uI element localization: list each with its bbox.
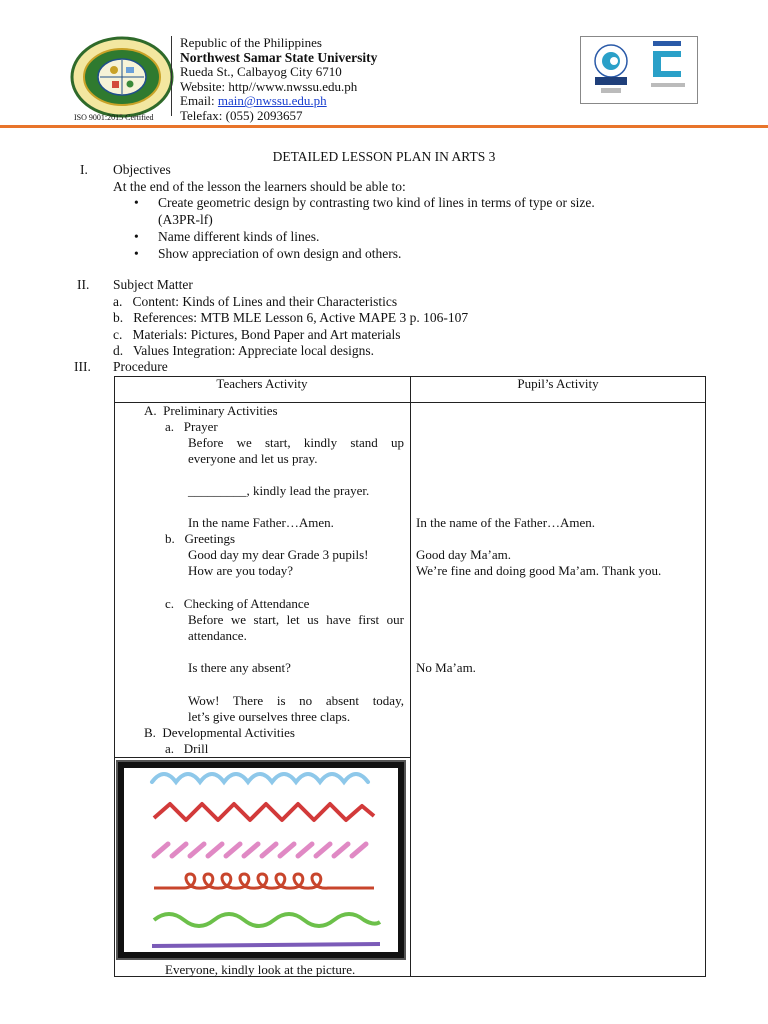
greeting-line-2: How are you today?	[188, 563, 294, 578]
lesson-title: DETAILED LESSON PLAN IN ARTS 3	[272, 149, 496, 164]
section-number-iii: III.	[74, 359, 91, 374]
objective-2: • Name different kinds of lines.	[158, 229, 319, 245]
header-rule	[0, 125, 768, 128]
certification-badges	[580, 36, 698, 104]
look-at-picture: Everyone, kindly look at the picture.	[165, 962, 356, 977]
subject-heading: Subject Matter	[113, 277, 193, 292]
university-header	[180, 36, 377, 124]
absent-question: Is there any absent?	[188, 660, 291, 675]
loop-line	[154, 874, 374, 888]
objective-1-code: (A3PR-lf)	[158, 212, 213, 227]
university-seal	[70, 36, 174, 118]
developmental-activities: B. Developmental Activities	[144, 725, 295, 740]
pupil-greeting-1: Good day Ma’am.	[416, 547, 511, 562]
subject-item-d: d. Values Integration: Appreciate local designs.	[113, 343, 375, 358]
objectives-intro: At the end of the lesson the learners should be able to:	[113, 179, 406, 194]
country-line: Republic of the Philippines	[180, 35, 322, 50]
no-absent-line-1: Wow! There is no absent today,	[188, 693, 404, 708]
pupil-no-absent: No Ma’am.	[416, 660, 476, 675]
subject-item-c: c. Materials: Pictures, Bond Paper and Art materials	[113, 327, 401, 342]
drill-top-rule	[114, 757, 410, 758]
website-line: Website: http//www.nwssu.edu.ph	[180, 78, 358, 94]
prayer-line-2: everyone and let us pray.	[188, 451, 318, 466]
university-name: Northwest Samar State University	[180, 49, 378, 65]
no-absent-line-2: let’s give ourselves three claps.	[188, 709, 351, 724]
attendance-line-1: Before we start, let us have first our	[188, 612, 404, 627]
telefax-line: Telefax: (055) 2093657	[180, 107, 303, 123]
section-number-i: I.	[80, 162, 88, 177]
zigzag-line	[154, 804, 374, 820]
scalloped-line	[152, 774, 368, 782]
iso-certified-note: ISO 9001:2015 Certified	[74, 113, 154, 122]
straight-line	[152, 944, 380, 946]
email-link[interactable]: main@nwssu.edu.ph	[217, 93, 327, 109]
preliminary-activities: A. Preliminary Activities	[144, 403, 278, 418]
greetings-heading: b. Greetings	[165, 531, 236, 546]
prayer-line-1: Before we start, kindly stand up	[188, 435, 404, 450]
objectives-heading: Objectives	[113, 162, 171, 177]
procedure-heading: Procedure	[113, 359, 168, 374]
subject-item-b: b. References: MTB MLE Lesson 6, Active MAPE 3 p. 106-107	[113, 310, 469, 325]
subject-item-a: a. Content: Kinds of Lines and their Characteristics	[113, 294, 398, 309]
objective-1: • Create geometric design by contrasting two kind of lines in terms of type or size.	[158, 195, 595, 211]
attendance-heading: c. Checking of Attendance	[165, 596, 310, 611]
kinds-of-lines-picture	[124, 768, 398, 952]
pupil-amen: In the name of the Father…Amen.	[416, 515, 596, 530]
column-divider	[410, 377, 411, 976]
diagonal-dash-line	[154, 844, 366, 856]
section-number-ii: II.	[77, 277, 90, 292]
teacher-amen: In the name Father…Amen.	[188, 515, 334, 530]
address-line: Rueda St., Calbayog City 6710	[180, 64, 342, 80]
email-line: Email: main@nwssu.edu.ph	[180, 93, 327, 109]
greeting-line-1: Good day my dear Grade 3 pupils!	[188, 547, 369, 562]
pupil-greeting-2: We’re fine and doing good Ma’am. Thank you.	[416, 563, 662, 578]
wavy-line	[154, 914, 380, 926]
pupils-activity-header: Pupil’s Activity	[517, 376, 599, 391]
lead-prayer-line: _________, kindly lead the prayer.	[188, 483, 370, 498]
teachers-activity-header: Teachers Activity	[216, 376, 308, 391]
drill-heading: a. Drill	[165, 741, 209, 756]
attendance-line-2: attendance.	[188, 628, 247, 643]
lines-picture-frame	[116, 760, 406, 960]
header-divider	[171, 36, 172, 116]
objective-3: • Show appreciation of own design and others.	[158, 246, 401, 262]
prayer-heading: a. Prayer	[165, 419, 218, 434]
